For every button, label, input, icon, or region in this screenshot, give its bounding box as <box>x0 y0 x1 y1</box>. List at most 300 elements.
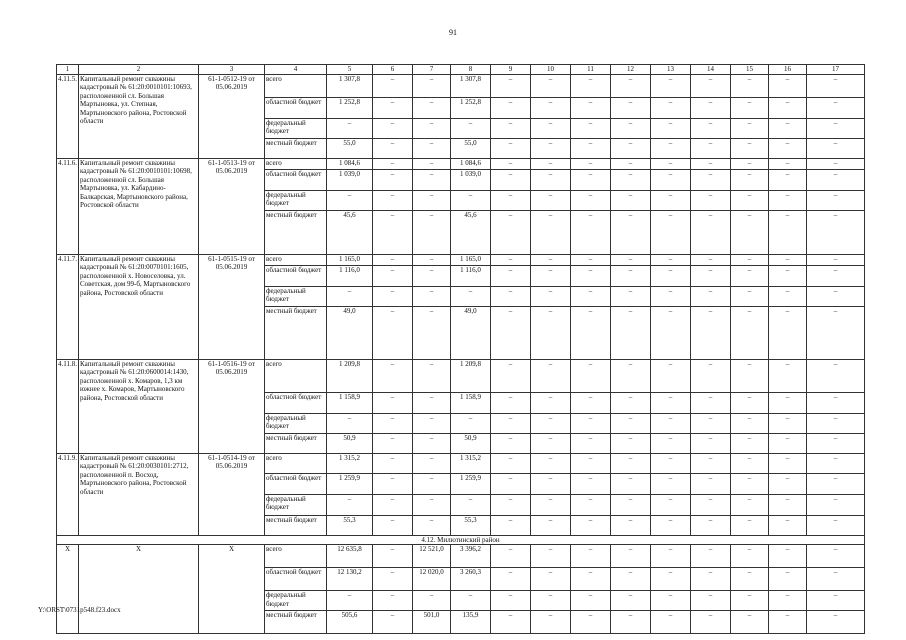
value-col-9: – <box>491 473 531 494</box>
value-col-6: – <box>373 453 413 473</box>
value-col-6: – <box>373 568 413 591</box>
funding-source: федеральный бюджет <box>265 118 327 138</box>
item-number: 4.11.9. <box>57 453 79 535</box>
value-col-17: – <box>807 286 865 306</box>
item-description: Капитальный ремонт скважины кадастровый № 61:20:0600014:1430, расположенной х. Комаров, 1,3 км южнее х. Комаров, Мартыновского района, Ростовской области <box>79 359 199 453</box>
value-col-9: – <box>491 453 531 473</box>
value-col-10: – <box>531 138 571 158</box>
item-code: 61-1-0513-19 от 05.06.2019 <box>199 158 265 254</box>
item-code: 61-1-0514-19 от 05.06.2019 <box>199 453 265 535</box>
item-description: Капитальный ремонт скважины кадастровый № 61:20:0010101:10698, расположенной сл. Большая Мартыновка, ул. Кабардино-Балкарская, Мартыновского района, Ростовской области <box>79 158 199 254</box>
value-col-17: – <box>807 169 865 190</box>
value-col-7: – <box>413 169 451 190</box>
value-col-16: – <box>769 413 807 433</box>
value-col-15: – <box>731 118 769 138</box>
value-col-11: – <box>571 453 611 473</box>
value-col-6: – <box>373 545 413 568</box>
value-col-6: – <box>373 138 413 158</box>
value-col-9: – <box>491 359 531 392</box>
column-number: 3 <box>199 65 265 75</box>
value-col-13: – <box>651 254 691 265</box>
value-col-8: 3 260,3 <box>451 568 491 591</box>
value-col-8: 3 396,2 <box>451 545 491 568</box>
table-row <box>57 453 865 473</box>
column-number-row <box>57 65 865 75</box>
value-col-11: – <box>571 286 611 306</box>
value-col-5: – <box>327 286 373 306</box>
column-number: 14 <box>691 65 731 75</box>
value-col-10: – <box>531 74 571 97</box>
value-col-16: – <box>769 359 807 392</box>
value-col-13: – <box>651 97 691 118</box>
value-col-5: 49,0 <box>327 306 373 359</box>
value-col-11: – <box>571 433 611 453</box>
funding-source: областной бюджет <box>265 97 327 118</box>
value-col-14: – <box>691 118 731 138</box>
value-col-7: – <box>413 515 451 535</box>
value-col-11: – <box>571 158 611 169</box>
value-col-5: 1 252,8 <box>327 97 373 118</box>
value-col-7: – <box>413 118 451 138</box>
value-col-13: – <box>651 138 691 158</box>
value-col-9: – <box>491 568 531 591</box>
value-col-14: – <box>691 545 731 568</box>
value-col-15: – <box>731 138 769 158</box>
section-title: 4.12. Милютинский район <box>57 535 865 545</box>
funding-source: местный бюджет <box>265 515 327 535</box>
value-col-16: – <box>769 591 807 611</box>
value-col-14: – <box>691 158 731 169</box>
value-col-8: 1 259,9 <box>451 473 491 494</box>
value-col-13: – <box>651 568 691 591</box>
value-col-7: – <box>413 453 451 473</box>
value-col-13: – <box>651 158 691 169</box>
value-col-14: – <box>691 254 731 265</box>
value-col-15: – <box>731 254 769 265</box>
value-col-5: 1 165,0 <box>327 254 373 265</box>
column-number: 17 <box>807 65 865 75</box>
value-col-13: – <box>651 74 691 97</box>
value-col-12: – <box>611 265 651 286</box>
value-col-13: – <box>651 210 691 254</box>
item-code: 61-1-0516-19 от 05.06.2019 <box>199 359 265 453</box>
column-number: 7 <box>413 65 451 75</box>
value-col-17: – <box>807 118 865 138</box>
value-col-8: 1 165,0 <box>451 254 491 265</box>
item-code: 61-1-0512-19 от 05.06.2019 <box>199 74 265 158</box>
value-col-6: – <box>373 210 413 254</box>
value-col-5: – <box>327 118 373 138</box>
value-col-10: – <box>531 545 571 568</box>
table-row <box>57 359 865 392</box>
value-col-14: – <box>691 515 731 535</box>
value-col-12: – <box>611 568 651 591</box>
value-col-15: – <box>731 545 769 568</box>
value-col-10: – <box>531 306 571 359</box>
value-col-14: – <box>691 97 731 118</box>
value-col-10: – <box>531 254 571 265</box>
value-col-8: 1 158,9 <box>451 392 491 413</box>
value-col-8: 1 116,0 <box>451 265 491 286</box>
value-col-15: – <box>731 392 769 413</box>
value-col-16: – <box>769 254 807 265</box>
value-col-14: – <box>691 74 731 97</box>
value-col-12: – <box>611 611 651 634</box>
value-col-14: – <box>691 210 731 254</box>
value-col-12: – <box>611 118 651 138</box>
value-col-12: – <box>611 545 651 568</box>
funding-source: федеральный бюджет <box>265 494 327 515</box>
value-col-12: – <box>611 138 651 158</box>
value-col-11: – <box>571 591 611 611</box>
value-col-13: – <box>651 359 691 392</box>
value-col-15: – <box>731 210 769 254</box>
value-col-14: – <box>691 265 731 286</box>
value-col-15: – <box>731 494 769 515</box>
value-col-7: – <box>413 494 451 515</box>
section-marker-col-2: Х <box>79 545 199 634</box>
value-col-14: – <box>691 494 731 515</box>
column-number: 15 <box>731 65 769 75</box>
value-col-13: – <box>651 392 691 413</box>
value-col-13: – <box>651 591 691 611</box>
value-col-8: 50,9 <box>451 433 491 453</box>
value-col-15: – <box>731 515 769 535</box>
value-col-11: – <box>571 190 611 210</box>
item-number: 4.11.7. <box>57 254 79 359</box>
value-col-12: – <box>611 473 651 494</box>
item-code: 61-1-0515-19 от 05.06.2019 <box>199 254 265 359</box>
value-col-9: – <box>491 591 531 611</box>
value-col-11: – <box>571 473 611 494</box>
value-col-11: – <box>571 494 611 515</box>
value-col-15: – <box>731 190 769 210</box>
column-number: 11 <box>571 65 611 75</box>
value-col-6: – <box>373 392 413 413</box>
value-col-8: 1 315,2 <box>451 453 491 473</box>
value-col-13: – <box>651 515 691 535</box>
value-col-8: – <box>451 413 491 433</box>
column-number: 16 <box>769 65 807 75</box>
value-col-17: – <box>807 138 865 158</box>
value-col-10: – <box>531 359 571 392</box>
value-col-13: – <box>651 265 691 286</box>
value-col-9: – <box>491 306 531 359</box>
funding-source: областной бюджет <box>265 568 327 591</box>
value-col-11: – <box>571 118 611 138</box>
funding-source: местный бюджет <box>265 138 327 158</box>
value-col-12: – <box>611 169 651 190</box>
value-col-17: – <box>807 611 865 634</box>
column-number: 10 <box>531 65 571 75</box>
value-col-9: – <box>491 97 531 118</box>
section-marker-col-3: Х <box>199 545 265 634</box>
table-row <box>57 158 865 169</box>
value-col-7: – <box>413 306 451 359</box>
value-col-12: – <box>611 359 651 392</box>
value-col-7: – <box>413 265 451 286</box>
value-col-15: – <box>731 453 769 473</box>
table-row <box>57 545 865 568</box>
value-col-5: 50,9 <box>327 433 373 453</box>
value-col-5: 1 307,8 <box>327 74 373 97</box>
value-col-7: – <box>413 392 451 413</box>
funding-source: всего <box>265 254 327 265</box>
value-col-16: – <box>769 210 807 254</box>
value-col-16: – <box>769 453 807 473</box>
value-col-17: – <box>807 433 865 453</box>
value-col-11: – <box>571 359 611 392</box>
value-col-14: – <box>691 611 731 634</box>
value-col-14: – <box>691 190 731 210</box>
column-number: 1 <box>57 65 79 75</box>
funding-source: местный бюджет <box>265 210 327 254</box>
funding-source: всего <box>265 545 327 568</box>
value-col-6: – <box>373 74 413 97</box>
value-col-7: – <box>413 97 451 118</box>
value-col-6: – <box>373 611 413 634</box>
value-col-6: – <box>373 413 413 433</box>
value-col-17: – <box>807 359 865 392</box>
value-col-5: 12 635,8 <box>327 545 373 568</box>
value-col-12: – <box>611 306 651 359</box>
funding-source: местный бюджет <box>265 433 327 453</box>
value-col-6: – <box>373 473 413 494</box>
value-col-12: – <box>611 190 651 210</box>
section-marker-col-1: Х <box>57 545 79 634</box>
value-col-5: – <box>327 591 373 611</box>
value-col-7: – <box>413 433 451 453</box>
funding-source: федеральный бюджет <box>265 591 327 611</box>
funding-source: местный бюджет <box>265 611 327 634</box>
value-col-8: 45,6 <box>451 210 491 254</box>
value-col-14: – <box>691 433 731 453</box>
value-col-8: 55,0 <box>451 138 491 158</box>
value-col-16: – <box>769 286 807 306</box>
file-path-footer: Y:\ORST\0731p548.f23.docx <box>38 606 121 614</box>
value-col-15: – <box>731 97 769 118</box>
value-col-12: – <box>611 158 651 169</box>
value-col-17: – <box>807 515 865 535</box>
value-col-5: – <box>327 413 373 433</box>
value-col-17: – <box>807 568 865 591</box>
value-col-10: – <box>531 97 571 118</box>
value-col-5: 505,6 <box>327 611 373 634</box>
value-col-17: – <box>807 473 865 494</box>
value-col-16: – <box>769 97 807 118</box>
value-col-7: – <box>413 254 451 265</box>
value-col-17: – <box>807 254 865 265</box>
value-col-8: – <box>451 190 491 210</box>
value-col-16: – <box>769 190 807 210</box>
value-col-15: – <box>731 413 769 433</box>
value-col-8: 1 307,8 <box>451 74 491 97</box>
value-col-9: – <box>491 158 531 169</box>
value-col-6: – <box>373 286 413 306</box>
column-number: 6 <box>373 65 413 75</box>
value-col-11: – <box>571 254 611 265</box>
column-number: 5 <box>327 65 373 75</box>
funding-source: всего <box>265 74 327 97</box>
value-col-9: – <box>491 118 531 138</box>
value-col-6: – <box>373 306 413 359</box>
value-col-7: – <box>413 210 451 254</box>
value-col-15: – <box>731 169 769 190</box>
value-col-13: – <box>651 190 691 210</box>
table-row <box>57 74 865 97</box>
value-col-10: – <box>531 413 571 433</box>
value-col-10: – <box>531 453 571 473</box>
section-title-row <box>57 535 865 545</box>
value-col-5: 45,6 <box>327 210 373 254</box>
value-col-5: 55,0 <box>327 138 373 158</box>
value-col-8: 1 209,8 <box>451 359 491 392</box>
value-col-8: 55,3 <box>451 515 491 535</box>
value-col-8: 49,0 <box>451 306 491 359</box>
value-col-17: – <box>807 545 865 568</box>
value-col-6: – <box>373 433 413 453</box>
funding-source: всего <box>265 453 327 473</box>
value-col-15: – <box>731 473 769 494</box>
value-col-15: – <box>731 286 769 306</box>
value-col-7: – <box>413 413 451 433</box>
value-col-13: – <box>651 453 691 473</box>
value-col-15: – <box>731 591 769 611</box>
value-col-17: – <box>807 158 865 169</box>
value-col-14: – <box>691 591 731 611</box>
value-col-6: – <box>373 169 413 190</box>
value-col-8: 135,9 <box>451 611 491 634</box>
funding-source: федеральный бюджет <box>265 413 327 433</box>
value-col-16: – <box>769 118 807 138</box>
value-col-9: – <box>491 138 531 158</box>
value-col-14: – <box>691 568 731 591</box>
value-col-16: – <box>769 433 807 453</box>
value-col-9: – <box>491 190 531 210</box>
value-col-11: – <box>571 74 611 97</box>
value-col-11: – <box>571 413 611 433</box>
item-description: Капитальный ремонт скважины кадастровый № 61:20:0010101:10693, расположенной сл. Большая Мартыновка, ул. Степная, Мартыновского района, Ростовской области <box>79 74 199 158</box>
value-col-8: 1 252,8 <box>451 97 491 118</box>
value-col-15: – <box>731 568 769 591</box>
value-col-14: – <box>691 306 731 359</box>
value-col-5: – <box>327 190 373 210</box>
value-col-12: – <box>611 413 651 433</box>
value-col-14: – <box>691 453 731 473</box>
value-col-12: – <box>611 433 651 453</box>
funding-source: всего <box>265 158 327 169</box>
value-col-5: 1 084,6 <box>327 158 373 169</box>
value-col-16: – <box>769 568 807 591</box>
value-col-15: – <box>731 306 769 359</box>
value-col-11: – <box>571 210 611 254</box>
value-col-9: – <box>491 545 531 568</box>
value-col-5: 1 259,9 <box>327 473 373 494</box>
value-col-5: 1 039,0 <box>327 169 373 190</box>
value-col-11: – <box>571 545 611 568</box>
value-col-6: – <box>373 190 413 210</box>
value-col-7: – <box>413 158 451 169</box>
value-col-7: – <box>413 190 451 210</box>
column-number: 13 <box>651 65 691 75</box>
value-col-7: – <box>413 286 451 306</box>
value-col-17: – <box>807 190 865 210</box>
value-col-6: – <box>373 494 413 515</box>
value-col-11: – <box>571 306 611 359</box>
value-col-7: – <box>413 138 451 158</box>
value-col-17: – <box>807 413 865 433</box>
value-col-9: – <box>491 286 531 306</box>
value-col-12: – <box>611 392 651 413</box>
page-number: 91 <box>449 28 457 37</box>
value-col-16: – <box>769 74 807 97</box>
value-col-9: – <box>491 515 531 535</box>
value-col-11: – <box>571 97 611 118</box>
value-col-17: – <box>807 265 865 286</box>
value-col-10: – <box>531 433 571 453</box>
item-number: 4.11.5. <box>57 74 79 158</box>
value-col-17: – <box>807 97 865 118</box>
value-col-6: – <box>373 254 413 265</box>
value-col-17: – <box>807 306 865 359</box>
funding-source: областной бюджет <box>265 392 327 413</box>
funding-source: областной бюджет <box>265 169 327 190</box>
value-col-5: 55,3 <box>327 515 373 535</box>
value-col-8: 1 039,0 <box>451 169 491 190</box>
funding-source: местный бюджет <box>265 306 327 359</box>
value-col-5: 1 209,8 <box>327 359 373 392</box>
value-col-6: – <box>373 515 413 535</box>
value-col-11: – <box>571 568 611 591</box>
value-col-11: – <box>571 515 611 535</box>
item-number: 4.11.8. <box>57 359 79 453</box>
value-col-16: – <box>769 515 807 535</box>
value-col-16: – <box>769 611 807 634</box>
value-col-10: – <box>531 190 571 210</box>
value-col-9: – <box>491 254 531 265</box>
value-col-8: – <box>451 591 491 611</box>
value-col-13: – <box>651 494 691 515</box>
value-col-10: – <box>531 473 571 494</box>
value-col-8: – <box>451 118 491 138</box>
value-col-7: – <box>413 473 451 494</box>
column-number: 4 <box>265 65 327 75</box>
value-col-12: – <box>611 254 651 265</box>
value-col-12: – <box>611 494 651 515</box>
value-col-12: – <box>611 97 651 118</box>
value-col-16: – <box>769 392 807 413</box>
value-col-7: 501,0 <box>413 611 451 634</box>
value-col-11: – <box>571 392 611 413</box>
value-col-6: – <box>373 158 413 169</box>
value-col-6: – <box>373 591 413 611</box>
funding-source: федеральный бюджет <box>265 286 327 306</box>
value-col-5: 1 116,0 <box>327 265 373 286</box>
value-col-13: – <box>651 306 691 359</box>
value-col-5: 1 315,2 <box>327 453 373 473</box>
value-col-10: – <box>531 286 571 306</box>
value-col-8: – <box>451 494 491 515</box>
value-col-12: – <box>611 453 651 473</box>
value-col-8: 1 084,6 <box>451 158 491 169</box>
value-col-11: – <box>571 169 611 190</box>
value-col-13: – <box>651 413 691 433</box>
value-col-13: – <box>651 545 691 568</box>
value-col-17: – <box>807 210 865 254</box>
value-col-7: – <box>413 591 451 611</box>
value-col-17: – <box>807 591 865 611</box>
value-col-9: – <box>491 74 531 97</box>
